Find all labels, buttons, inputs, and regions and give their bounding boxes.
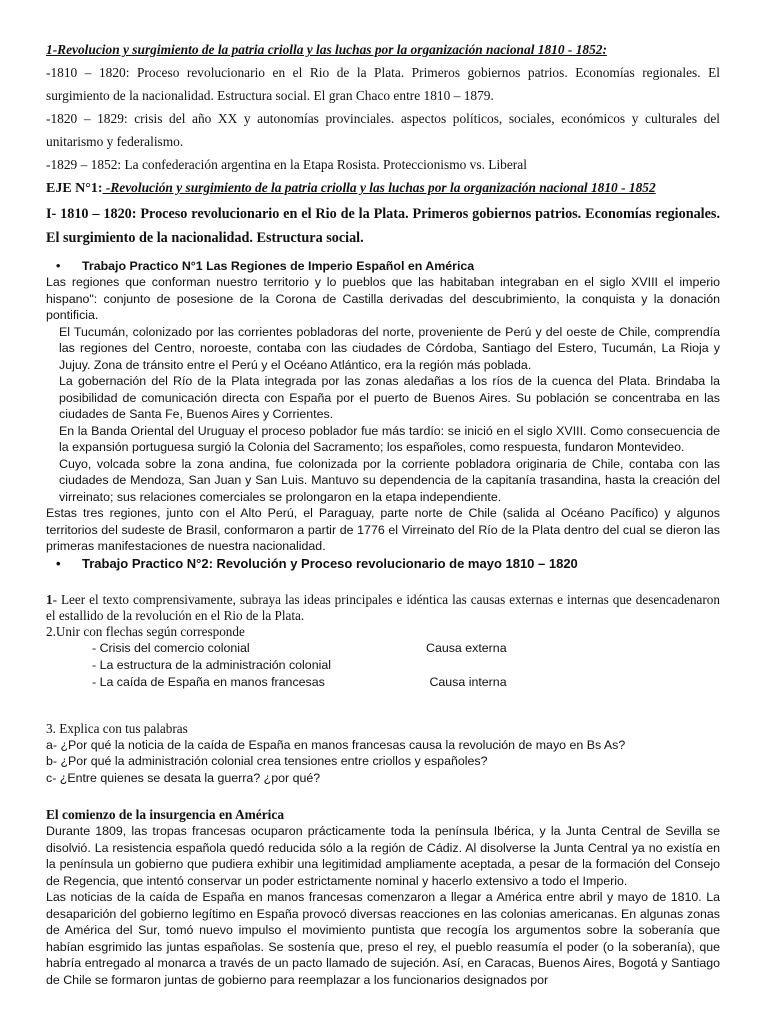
question-3-item: c- ¿Entre quienes se desata la guerra? ¿por qué?	[46, 770, 321, 785]
program-item-2: -1820 – 1829: crisis del año XX y autonomías provinciales. aspectos políticos, sociales, económicos y culturales del unitarismo y federalismo.	[46, 111, 720, 149]
matching-list	[46, 640, 720, 691]
question-1-number: 1	[46, 591, 53, 607]
matching-row	[46, 640, 720, 657]
tp2-question-1	[46, 592, 720, 624]
tp1-intro: Las regiones que conforman nuestro territorio y lo pueblos que las habitaban integraban en el siglo XVIII el imperio hispano": conjunto de posesione de la Corona de Castilla derivadas del descubrimiento, la conquista y la donación pontificia.	[46, 275, 720, 322]
program-item-1: -1810 – 1820: Proceso revolucionario en el Rio de la Plata. Primeros gobiernos patrios. Economías regionales. El surgimiento de la nacionalidad. Estructura social. El gran Chaco entre 1810 – 1879.	[46, 65, 720, 103]
program-title: 1-Revolucion y surgimiento de la patria criolla y las luchas por la organización nacional 1810 - 1852:	[46, 42, 607, 57]
eje-label: EJE N°1:	[46, 181, 103, 196]
insurgencia-paragraph: Durante 1809, las tropas francesas ocuparon prácticamente toda la península Ibérica, y la Junta Central de Sevilla se disolvió. La resistencia española quedó reducida sólo a la región de Cádiz. Al disolverse la Junta Central ya no existía en la península un gobierno que pudiera exhibir una legitimidad ampliamente aceptada, a pesar de la formación del Consejo de Regencia, que intentó conservar un poder estrictamente nominal y hacerlo extensivo a todo el Imperio.	[46, 824, 720, 888]
matching-row	[46, 657, 720, 674]
tp1-closing: Estas tres regiones, junto con el Alto Perú, el Paraguay, parte norte de Chile (salida al Océano Pacífico) y algunos territorios del sudeste de Brasil, conformaron a partir de 1776 el Virreinato del Río de la Plata dentro del cual se dieron las primeras manifestaciones de nuestra nacionalidad.	[46, 506, 720, 553]
question-3-item: b- ¿Por qué la administración colonial crea tensiones entre criollos y españoles?	[46, 754, 488, 768]
insurgencia-paragraph: Las noticias de la caída de España en manos francesas comenzaron a llegar a América entre abril y mayo de 1810. La desaparición del gobierno legítimo en España provocó diversas reacciones en las colonias americanas. En algunas zonas de América del Sur, tomó nuevo impulso el movimiento puntista que recogía los argumentos sobre la soberanía que habían esgrimido las juntas españolas. Se sostenía que, preso el rey, el pueblo reasumía el poder (o la soberanía), que habría entregado al monarca a través de un pacto llamado de sujeción. Así, en Caracas, Buenos Aires, Bogotá y Santiago de Chile se formaron juntas de gobierno para reemplazar a los funcionarios designados por	[46, 890, 720, 987]
eje-title: -Revolución y surgimiento de la patria criolla y las luchas por la organización nacional 1810 - 1852	[102, 180, 656, 195]
bullet-icon: •	[56, 259, 61, 273]
tp1-heading	[46, 258, 720, 274]
matching-right: Causa externa	[426, 640, 507, 655]
tp2-heading	[46, 555, 720, 573]
tp2-title: Trabajo Practico N°2: Revolución y Proceso revolucionario de mayo 1810 – 1820	[82, 555, 578, 571]
eje-heading	[46, 176, 720, 200]
tp1-paragraph-tucuman: El Tucumán, colonizado por las corrientes pobladoras del norte, proveniente de Perú y del oeste de Chile, comprendía las regiones del Centro, noroeste, contaba con las ciudades de Córdoba, Santiago del Estero, Tucumán, La Rioja y Jujuy. Zona de tránsito entre el Perú y el Océano Atlántico, era la región más poblada.	[59, 324, 720, 372]
section-i-heading: I- 1810 – 1820: Proceso revolucionario en el Rio de la Plata. Primeros gobiernos patrios. Economías regionales. El surgimiento de la nacionalidad. Estructura social.	[46, 206, 720, 246]
matching-left: - Crisis del comercio colonial	[92, 640, 250, 655]
tp2-question-3: 3. Explica con tus palabras	[46, 720, 188, 736]
document-page	[46, 38, 720, 988]
insurgencia-heading: El comienzo de la insurgencia en América	[46, 807, 285, 822]
matching-row	[46, 674, 720, 691]
tp1-title: Trabajo Practico N°1 Las Regiones de Imperio Español en América	[82, 259, 475, 273]
question-1-text: - Leer el texto comprensivamente, subraya las ideas principales e idéntica las causas externas e internas que desencadenaron el estallido de la revolución en el Rio de la Plata.	[46, 591, 720, 623]
matching-right: Causa interna	[426, 674, 507, 689]
tp2-question-2: 2.Unir con flechas según corresponde	[46, 623, 245, 639]
question-3-item: a- ¿Por qué la noticia de la caída de España en manos francesas causa la revolución de mayo en Bs As?	[46, 737, 626, 752]
tp1-paragraph-rio-de-la-plata: La gobernación del Río de la Plata integrada por las zonas aledañas a los ríos de la cuenca del Plata. Brindaba la posibilidad de comunicación directa con España por el puerto de Buenos Aires. Su población se concentraba en las ciudades de Santa Fe, Buenos Aires y Corrientes.	[59, 374, 720, 421]
matching-left: - La caída de España en manos francesas	[92, 674, 325, 689]
program-item-3: -1829 – 1852: La confederación argentina en la Etapa Rosista. Proteccionismo vs. Liberal	[46, 157, 527, 172]
matching-left: - La estructura de la administración colonial	[92, 657, 331, 672]
bullet-icon: •	[56, 555, 61, 571]
tp1-paragraph-cuyo: Cuyo, volcada sobre la zona andina, fue colonizada por la corriente pobladora originaria de Chile, contaba con las ciudades de Mendoza, San Juan y San Luis. Mantuvo su dependencia de la capitanía trasandina, hasta la creación del virreinato; sus relaciones comerciales se prolongaron en la etapa independiente.	[59, 456, 720, 504]
tp1-paragraph-banda-oriental: En la Banda Oriental del Uruguay el proceso poblador fue más tardío: se inició en el siglo XVIII. Como consecuencia de la expansión portuguesa surgió la Colonia del Sacramento; los españoles, como respuesta, fundaron Montevideo.	[59, 423, 720, 454]
